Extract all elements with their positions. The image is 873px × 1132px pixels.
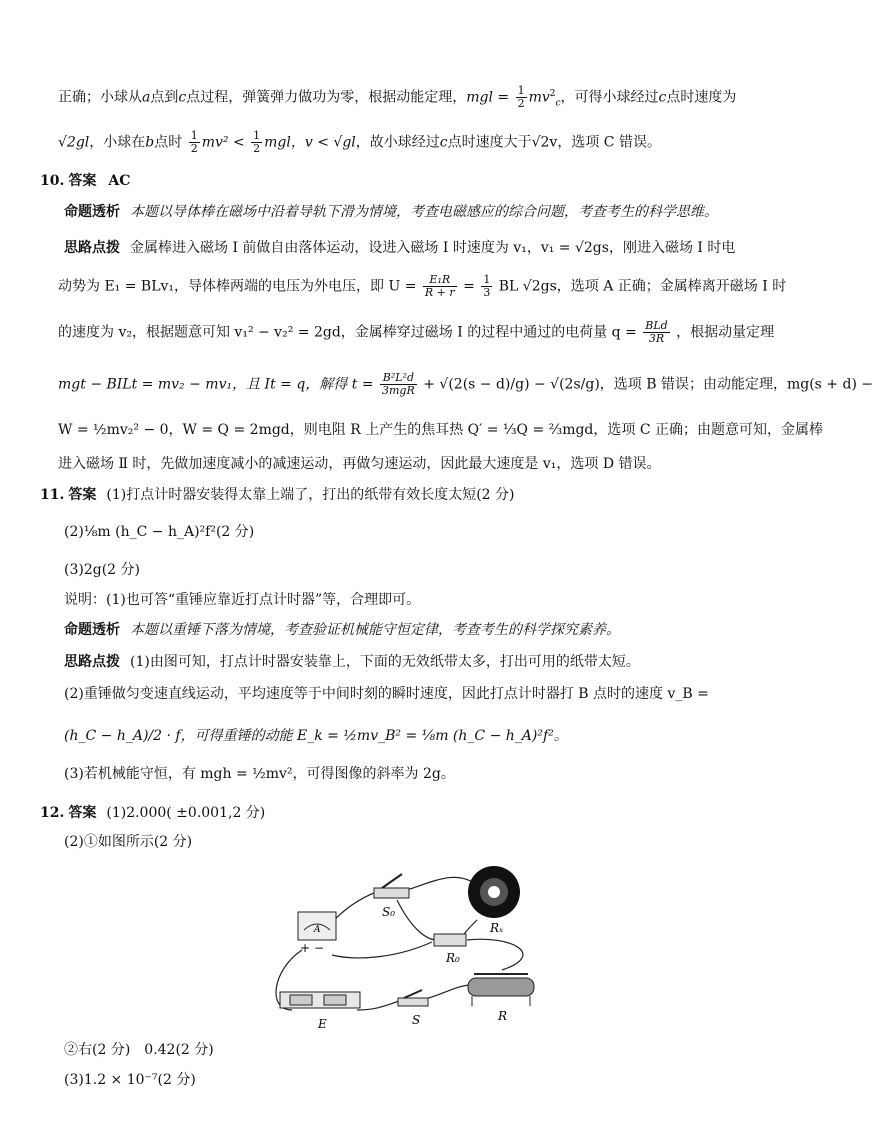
q11-answer-3: (3)2g(2 分): [64, 562, 140, 578]
q12-answer-2: (2)①如图所示(2 分): [64, 834, 193, 850]
q11-line-4: (3)若机械能守恒，有 mgh = ½mv²，可得图像的斜率为 2g。: [64, 766, 455, 782]
circuit-diagram: [262, 860, 552, 1032]
switch-s: [398, 990, 428, 1006]
label-ammeter: A: [314, 925, 321, 935]
fraction-half: $\frac{1}{2}$: [517, 84, 525, 111]
q9-line-2: √2gl，小球在b点时 $\frac{1}{2}$ mv² < $\frac{1}{2}$ mgl，v < √gl，故小球经过c点时速度大于√2v，选项 C 错误。: [58, 129, 661, 155]
q11-line-1: 思路点拨 (1)由图可知，打点计时器安装靠上，下面的无效纸带太多，打出可用的纸带太短。: [64, 654, 640, 670]
label-e: E: [318, 1017, 327, 1031]
label-r: R: [498, 1009, 508, 1023]
q10-mtts: 命题透析 本题以导体棒在磁场中沿着导轨下滑为情境，考查电磁感应的综合问题，考查考生的科学思维。: [64, 204, 718, 220]
q11-answer-2: (2)⅛m (h_C − h_A)²f²(2 分): [64, 524, 255, 540]
switch-s0: [374, 874, 409, 898]
label-ammeter-minus: −: [314, 941, 325, 955]
label-ammeter-plus: +: [300, 941, 311, 955]
label-r0: R₀: [446, 951, 460, 965]
q11-number: 11. 答案 (1)打点计时器安装得太靠上端了，打出的纸带有效长度太短(2 分): [40, 487, 515, 503]
rx-coil: [468, 866, 520, 918]
q12-answer-3: ②右(2 分) 0.42(2 分): [64, 1042, 214, 1058]
q9-line-1: 正确；小球从a点到c点过程，弹簧弹力做功为零，根据动能定理，mgl = $\frac{1}{2}$ $mv^2_c$，可得小球经过c点时速度为: [58, 84, 737, 111]
q12-number: 12. 答案 (1)2.000( ±0.001,2 分): [40, 805, 266, 821]
rheostat-r: [468, 974, 534, 1006]
battery-e: [280, 992, 360, 1008]
q10-line-5: W = ½mv₂² − 0，W = Q = 2mgd，则电阻 R 上产生的焦耳热 Q′ = ⅓Q = ⅔mgd，选项 C 正确；由题意可知，金属棒: [58, 422, 824, 438]
q10-number: 10. 答案 AC: [40, 173, 131, 189]
label-s: S: [412, 1013, 421, 1027]
q10-line-1: 思路点拨 金属棒进入磁场 Ⅰ 前做自由落体运动，设进入磁场 Ⅰ 时速度为 v₁，v₁ = √2gs，刚进入磁场 Ⅰ 时电: [64, 240, 736, 256]
q11-mtts: 命题透析 本题以重锤下落为情境，考查验证机械能守恒定律，考查考生的科学探究素养。: [64, 622, 620, 638]
q10-line-2: 动势为 E₁ = BLv₁，导体棒两端的电压为外电压，即 U = $\frac{\text{E₁R}}{R + r}$ = $\frac{1}{3}$ BL √2gs，选项 A 正确；金属棒离开磁场 Ⅰ 时: [58, 273, 787, 299]
q11-line-3: (h_C − h_A)/2 · f，可得重锤的动能 E_k = ½mv_B² = ⅛m (h_C − h_A)²f²。: [64, 728, 568, 744]
label-rx: Rₓ: [490, 921, 504, 935]
q11-line-2: (2)重锤做匀变速直线运动，平均速度等于中间时刻的瞬时速度，因此打点计时器打 B 点时的速度 v_B =: [64, 686, 709, 702]
label-s0: S₀: [382, 905, 396, 919]
q12-answer-4: (3)1.2 × 10⁻⁷(2 分): [64, 1072, 196, 1088]
resistor-r0: [434, 934, 466, 946]
q10-line-4: mgt − BILt = mv₂ − mv₁，且 It = q，解得 t = $\frac{\text{B²L²d}}{\text{3mgR}}$ + √(2(s − d)/g) − √(2s/g)，选项 B 错误；由动能定理，mg(s + d) −: [58, 371, 873, 397]
q11-note: 说明：(1)也可答“重锤应靠近打点计时器”等，合理即可。: [64, 592, 421, 608]
q10-line-6: 进入磁场 Ⅱ 时，先做加速度减小的减速运动，再做匀速运动，因此最大速度是 v₁，选项 D 错误。: [58, 456, 661, 472]
q10-line-3: 的速度为 v₂，根据题意可知 v₁² − v₂² = 2gd，金属棒穿过磁场 Ⅰ 的过程中通过的电荷量 q = $\frac{\text{BLd}}{3R}$ ，根据动量定理: [58, 319, 775, 345]
